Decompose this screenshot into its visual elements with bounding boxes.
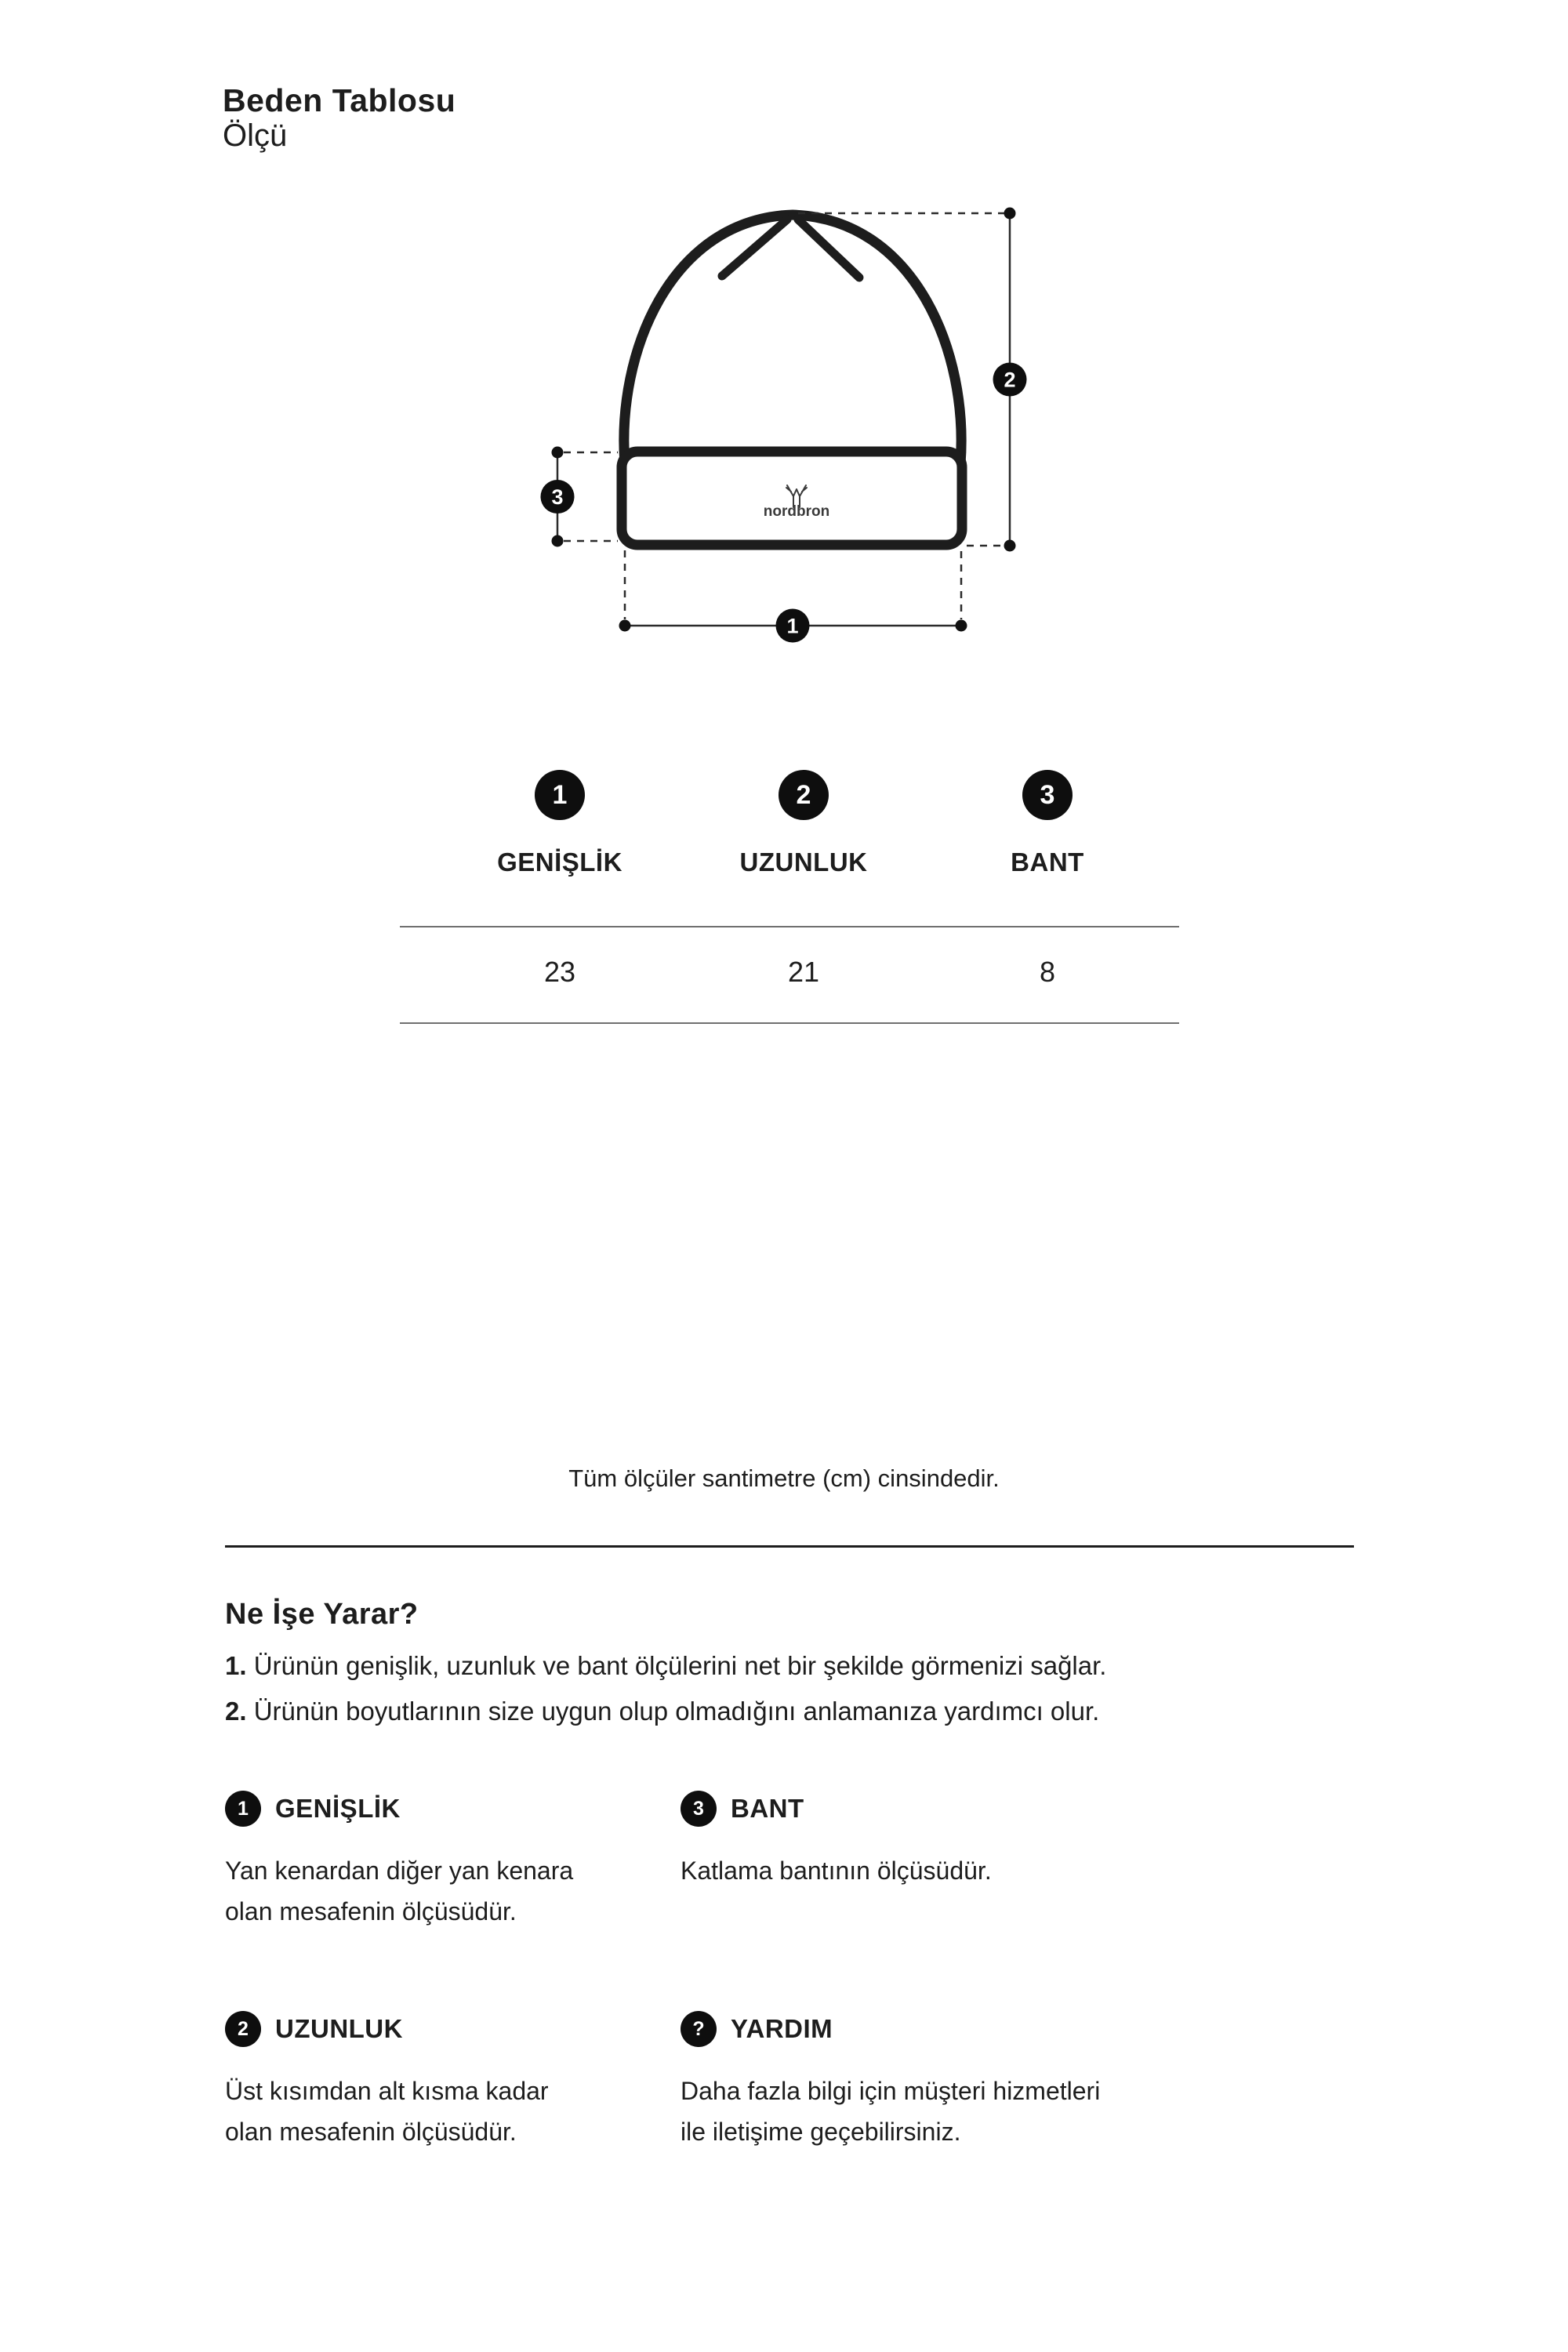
svg-text:2: 2 <box>1004 368 1016 392</box>
beanie-measurement-diagram <box>470 180 1098 666</box>
info-item-1 <box>225 1650 1106 1682</box>
info-item-2 <box>225 1696 1099 1727</box>
info-item-1-text: Ürünün genişlik, uzunluk ve bant ölçülerini net bir şekilde görmenizi sağlar. <box>253 1651 1107 1680</box>
table-badge-3: 3 <box>1022 770 1073 820</box>
help-question-badge: ? <box>681 2011 717 2047</box>
section-length-badge: 2 <box>225 2011 261 2047</box>
section-band-line1: Katlama bantının ölçüsüdür. <box>681 1857 992 1885</box>
section-length-line1: Üst kısımdan alt kısma kadar <box>225 2077 549 2105</box>
section-width-title: GENİŞLİK <box>275 1794 401 1823</box>
section-length-line2: olan mesafenin ölçüsüdür. <box>225 2118 517 2146</box>
table-header-width: GENİŞLİK <box>497 848 622 877</box>
beanie-band <box>622 452 962 545</box>
section-width-line1: Yan kenardan diğer yan kenara <box>225 1857 574 1885</box>
section-help-title: YARDIM <box>731 2014 833 2043</box>
table-divider-bottom <box>400 1022 1179 1024</box>
section-help-line2: ile iletişime geçebilirsiniz. <box>681 2118 961 2146</box>
table-header-band: BANT <box>1011 848 1084 877</box>
brand-wordmark: nordbron <box>763 503 830 520</box>
table-value-width: 23 <box>543 956 576 988</box>
diagram-badge-2 <box>993 363 1027 397</box>
section-band-badge: 3 <box>681 1791 717 1827</box>
table-badge-1: 1 <box>535 770 585 820</box>
diagram-badge-3 <box>541 480 575 514</box>
section-length <box>225 2011 664 2152</box>
diagram-badge-1 <box>776 609 810 643</box>
info-item-2-text: Ürünün boyutlarının size uygun olup olmadığını anlamanıza yardımcı olur. <box>253 1697 1100 1726</box>
unit-note: Tüm ölçüler santimetre (cm) cinsindedir. <box>568 1465 1000 1492</box>
info-heading: Ne İşe Yarar? <box>225 1598 419 1631</box>
table-header-length: UZUNLUK <box>739 848 868 877</box>
svg-text:1: 1 <box>786 614 799 638</box>
section-help-line1: Daha fazla bilgi için müşteri hizmetleri <box>681 2077 1101 2105</box>
page-subtitle: Ölçü <box>223 118 288 153</box>
table-value-band: 8 <box>1039 956 1056 988</box>
section-band-title: BANT <box>731 1794 804 1823</box>
section-help <box>681 2011 1120 2152</box>
section-divider <box>225 1545 1354 1548</box>
table-divider-top <box>400 926 1179 927</box>
info-item-1-number: 1. <box>225 1651 247 1680</box>
page-title: Beden Tablosu <box>223 82 456 118</box>
svg-text:3: 3 <box>551 485 564 509</box>
section-length-title: UZUNLUK <box>275 2014 403 2043</box>
beanie-dome-outline <box>624 215 961 464</box>
info-item-2-number: 2. <box>225 1697 247 1726</box>
section-width <box>225 1791 664 1932</box>
section-width-badge: 1 <box>225 1791 261 1827</box>
section-width-line2: olan mesafenin ölçüsüdür. <box>225 1897 517 1926</box>
table-badge-2: 2 <box>779 770 829 820</box>
section-band <box>681 1791 1120 1891</box>
table-value-length: 21 <box>787 956 820 988</box>
